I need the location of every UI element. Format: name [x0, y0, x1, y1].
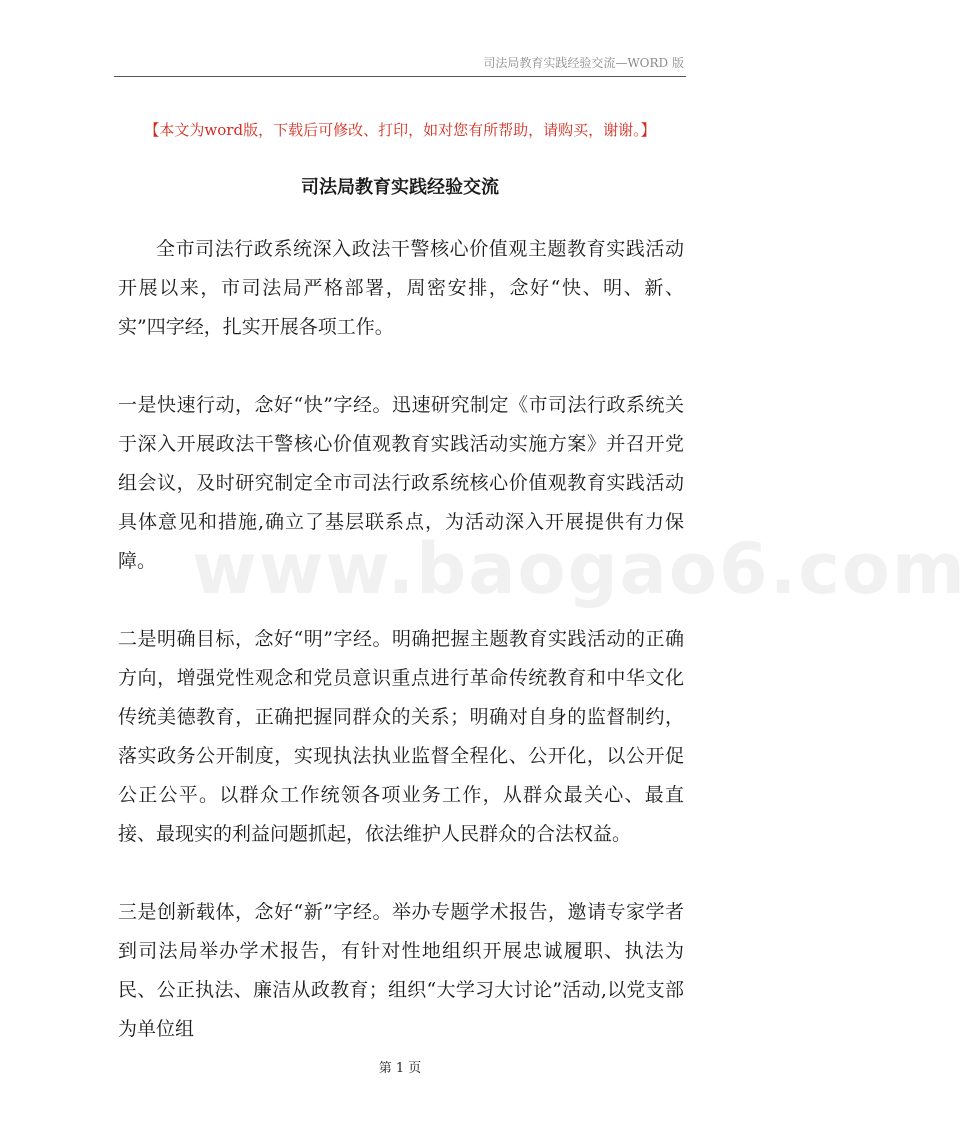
document-body [118, 230, 684, 1049]
document-title: 司法局教育实践经验交流 [301, 177, 499, 198]
paragraph-xin: 三是创新载体，念好“新”字经。举办专题学术报告，邀请专家学者到司法局举办学术报告，有针对性地组织开展忠诚履职、执法为民、公正执法、廉洁从政教育；组织“大学习大讨论”活动,以党支部为单位组 [118, 901, 684, 1040]
running-header: 司法局教育实践经验交流—WORD 版 [483, 56, 684, 70]
paragraph-ming: 二是明确目标，念好“明”字经。明确把握主题教育实践活动的正确方向，增强党性观念和党员意识重点进行革命传统教育和中华文化传统美德教育，正确把握同群众的关系；明确对自身的监督制约，落实政务公开制度，实现执法执业监督全程化、公开化，以公开促公正公平。以群众工作统领各项业务工作，从群众最关心、最直接、最现实的利益问题抓起，依法维护人民群众的合法权益。 [118, 628, 684, 845]
page-number: 第 1 页 [378, 1061, 422, 1076]
watermark: www.baogao6.com [192, 528, 967, 610]
header-rule [114, 76, 686, 77]
purchase-notice: 【本文为word版，下载后可修改、打印，如对您有所帮助，请购买，谢谢。】 [144, 121, 656, 139]
paragraph-intro: 全市司法行政系统深入政法干警核心价值观主题教育实践活动开展以来，市司法局严格部署，周密安排，念好“快、明、新、实”四字经，扎实开展各项工作。 [118, 238, 684, 338]
paragraph-kuai: 一是快速行动，念好“快”字经。迅速研究制定《市司法行政系统关于深入开展政法干警核心价值观教育实践活动实施方案》并召开党组会议，及时研究制定全市司法行政系统核心价值观教育实践活动具体意见和措施,确立了基层联系点，为活动深入开展提供有力保障。 [118, 394, 684, 572]
